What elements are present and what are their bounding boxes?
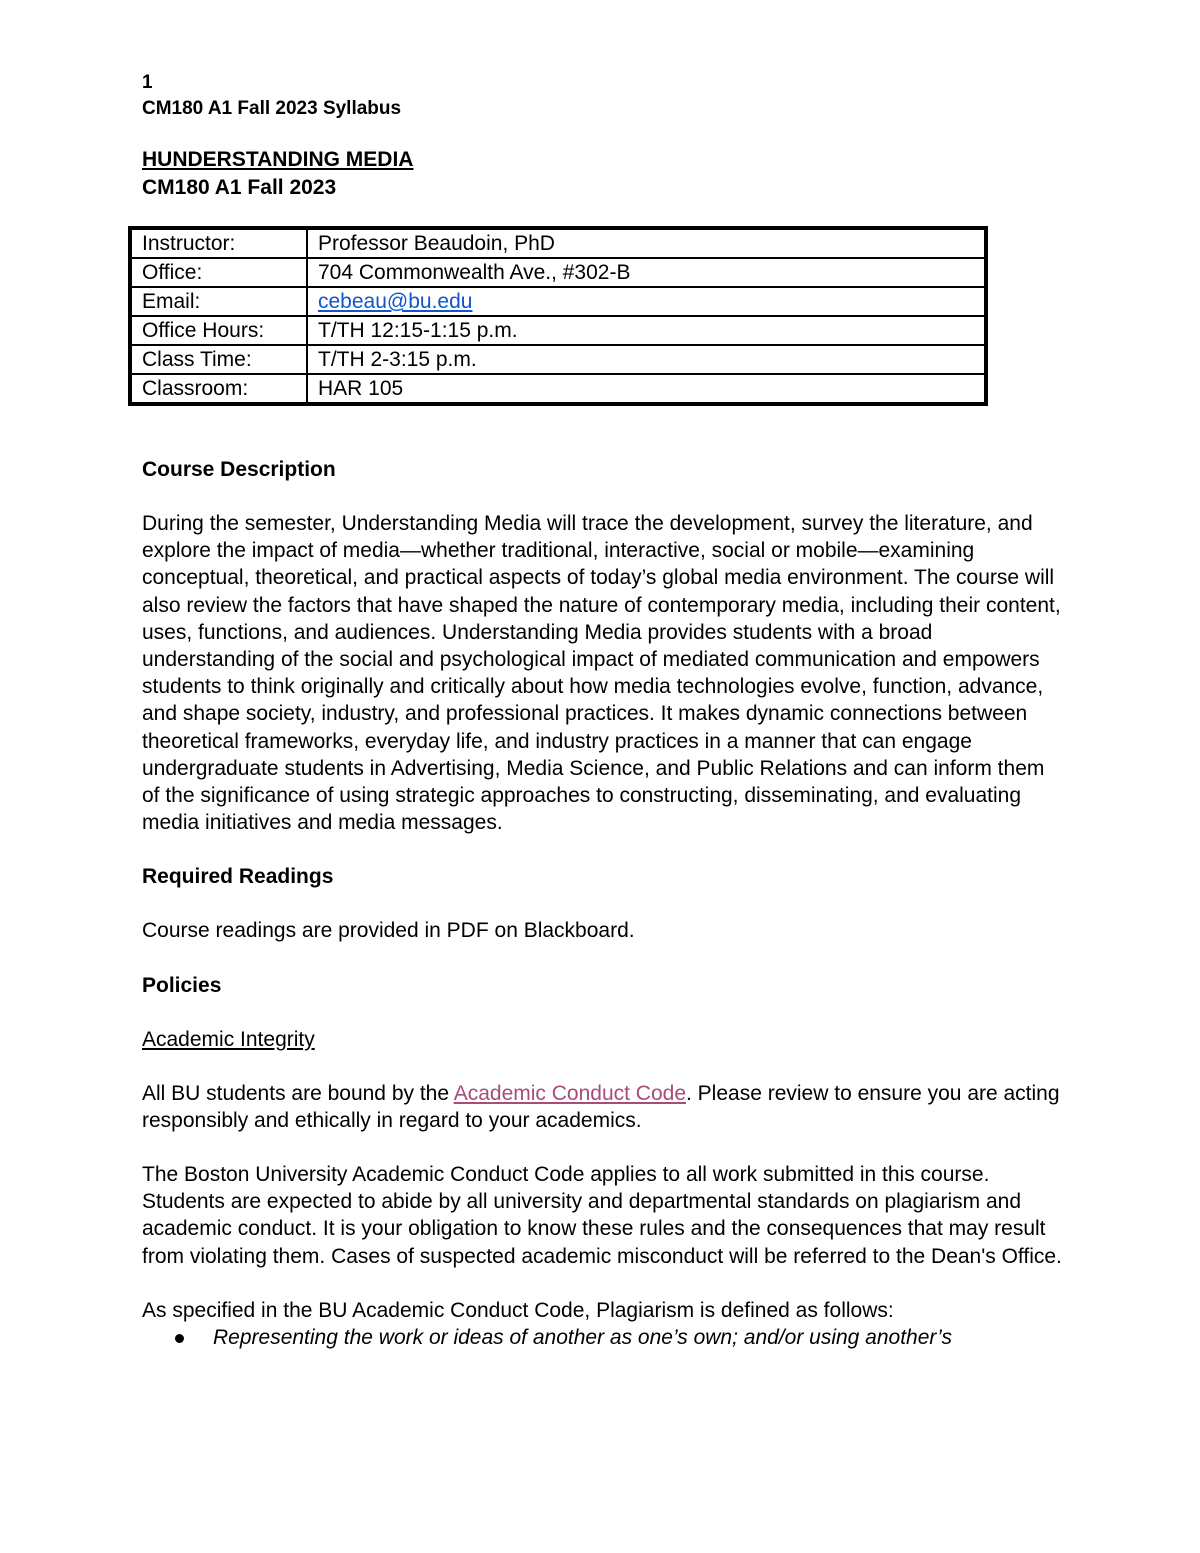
office-value: 704 Commonwealth Ave., #302-B: [307, 258, 986, 287]
list-item-text: Representing the work or ideas of another as one’s own; and/or using another’s: [213, 1325, 952, 1349]
page-number: 1: [142, 72, 153, 93]
instructor-label: Instructor:: [130, 228, 307, 258]
plagiarism-definition-intro: As specified in the BU Academic Conduct Code, Plagiarism is defined as follows:: [142, 1298, 894, 1322]
list-item: [142, 1324, 1062, 1351]
academic-conduct-code-link[interactable]: Academic Conduct Code: [453, 1081, 686, 1105]
course-subtitle: CM180 A1 Fall 2023: [142, 176, 337, 199]
email-label: Email:: [130, 287, 307, 316]
table-row: [130, 316, 986, 345]
classroom-value: HAR 105: [307, 374, 986, 404]
office-hours-value: T/TH 12:15-1:15 p.m.: [307, 316, 986, 345]
syllabus-content: [142, 456, 1062, 1351]
table-row: [130, 345, 986, 374]
academic-integrity-subheading: Academic Integrity: [142, 1027, 315, 1051]
course-description-body: During the semester, Understanding Media will trace the development, survey the literature, and explore the impact of media—whether traditional, interactive, social or mobile—examining conceptual, theoretical, and practical aspects of today’s global media environment. The course will also review the factors that have shaped the nature of contemporary media, including their content, uses, functions, and audiences. Understanding Media provides students with a broad understanding of the social and psychological impact of mediated communication and empowers students to think originally and critically about how media technologies evolve, function, advance, and shape society, industry, and professional practices. It makes dynamic connections between theoretical frameworks, everyday life, and industry practices in a manner that can engage undergraduate students in Advertising, Media Science, and Public Relations and can inform them of the significance of using strategic approaches to constructing, disseminating, and evaluating media initiatives and media messages.: [142, 512, 1061, 835]
course-description-heading: Course Description: [142, 458, 336, 481]
email-cell: [307, 287, 986, 316]
table-row: [130, 374, 986, 404]
office-label: Office:: [130, 258, 307, 287]
document-page: [142, 70, 1062, 1349]
table-row: [130, 287, 986, 316]
class-time-value: T/TH 2-3:15 p.m.: [307, 345, 986, 374]
table-row: [130, 228, 986, 258]
table-row: [130, 258, 986, 287]
running-title: CM180 A1 Fall 2023 Syllabus: [142, 98, 402, 119]
academic-integrity-paragraph-2: The Boston University Academic Conduct Code applies to all work submitted in this course. Students are expected to abide by all university and departmental standards on plagiarism and academic conduct. It is your obligation to know these rules and the consequences that may result from violating them. Cases of suspected academic misconduct will be referred to the Dean's Office.: [142, 1163, 1062, 1268]
academic-integrity-paragraph-1: [142, 1080, 1062, 1134]
paragraph-text: . Please review to ensure you are acting responsibly and ethically in regard to your academics.: [142, 1081, 1060, 1132]
plagiarism-definition-list: [142, 1324, 1062, 1351]
policies-heading: Policies: [142, 973, 222, 997]
course-title: HUNDERSTANDING MEDIA: [142, 148, 414, 171]
course-info-table: [128, 226, 988, 406]
classroom-label: Classroom:: [130, 374, 307, 404]
bullet-icon: [175, 1334, 184, 1343]
office-hours-label: Office Hours:: [130, 316, 307, 345]
class-time-label: Class Time:: [130, 345, 307, 374]
title-block: [142, 146, 1062, 202]
email-link[interactable]: cebeau@bu.edu: [318, 290, 473, 313]
paragraph-text: All BU students are bound by the: [142, 1081, 454, 1105]
required-readings-body: Course readings are provided in PDF on Blackboard.: [142, 919, 635, 943]
required-readings-heading: Required Readings: [142, 865, 334, 889]
instructor-value: Professor Beaudoin, PhD: [307, 228, 986, 258]
